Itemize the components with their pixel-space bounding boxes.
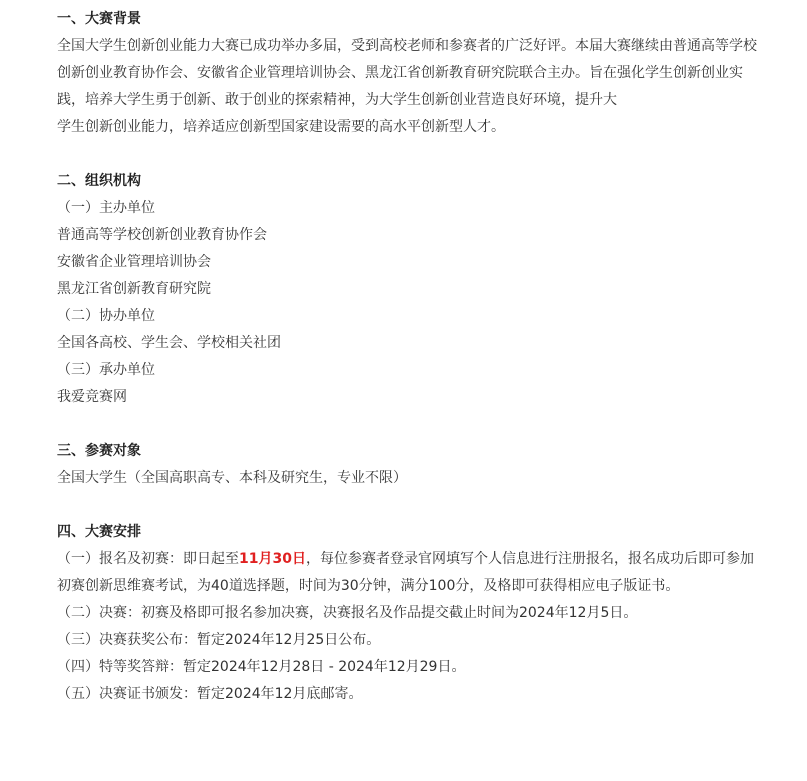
spacer <box>57 141 807 168</box>
section-heading-participants: 三、参赛对象 <box>57 443 141 459</box>
organizer-item: 安徽省企业管理培训协会 <box>57 254 211 270</box>
co-organizer-item: 全国各高校、学生会、学校相关社团 <box>57 335 281 351</box>
schedule-item-defense: （四）特等奖答辩：暂定2024年12月28日 - 2024年12月29日。 <box>57 659 466 675</box>
schedule-item-registration-suffix: ，每位参赛者登录官网填写个人信息进行注册报名，报名成功后即可参加初赛创新思维赛考试，为40道选择题，时间为30分钟，满分100分，及格即可获得相应电子版证书。 <box>57 551 754 594</box>
spacer <box>57 411 807 438</box>
section-heading-background: 一、大赛背景 <box>57 11 141 27</box>
host-item: 我爱竞赛网 <box>57 389 127 405</box>
schedule-item-final: （二）决赛：初赛及格即可报名参加决赛，决赛报名及作品提交截止时间为2024年12月5日。 <box>57 605 638 621</box>
schedule-item-registration <box>57 546 757 600</box>
participants-text: 全国大学生（全国高职高专、本科及研究生，专业不限） <box>57 470 407 486</box>
schedule-item-registration-prefix: （一）报名及初赛：即日起至 <box>57 551 239 567</box>
section-heading-organization: 二、组织机构 <box>57 173 141 189</box>
organizer-item: 黑龙江省创新教育研究院 <box>57 281 211 297</box>
background-paragraph-1: 全国大学生创新创业能力大赛已成功举办多届，受到高校老师和参赛者的广泛好评。本届大赛继续由普通高等学校创新创业教育协作会、安徽省企业管理培训协会、黑龙江省创新教育研究院联合主办。旨在强化学生创新创业实践，培养大学生勇于创新、敢于创业的探索精神，为大学生创新创业营造良好环境，提升大 <box>57 38 757 108</box>
co-organizer-label: （二）协办单位 <box>57 308 155 324</box>
section-heading-schedule: 四、大赛安排 <box>57 524 141 540</box>
schedule-item-certificate: （五）决赛证书颁发：暂定2024年12月底邮寄。 <box>57 686 363 702</box>
organizer-item: 普通高等学校创新创业教育协作会 <box>57 227 267 243</box>
deadline-highlight: 11月30日 <box>239 551 306 567</box>
schedule-item-results: （三）决赛获奖公布：暂定2024年12月25日公布。 <box>57 632 381 648</box>
organizer-label: （一）主办单位 <box>57 200 155 216</box>
background-paragraph-2: 学生创新创业能力，培养适应创新型国家建设需要的高水平创新型人才。 <box>57 119 505 135</box>
spacer <box>57 492 807 519</box>
host-label: （三）承办单位 <box>57 362 155 378</box>
